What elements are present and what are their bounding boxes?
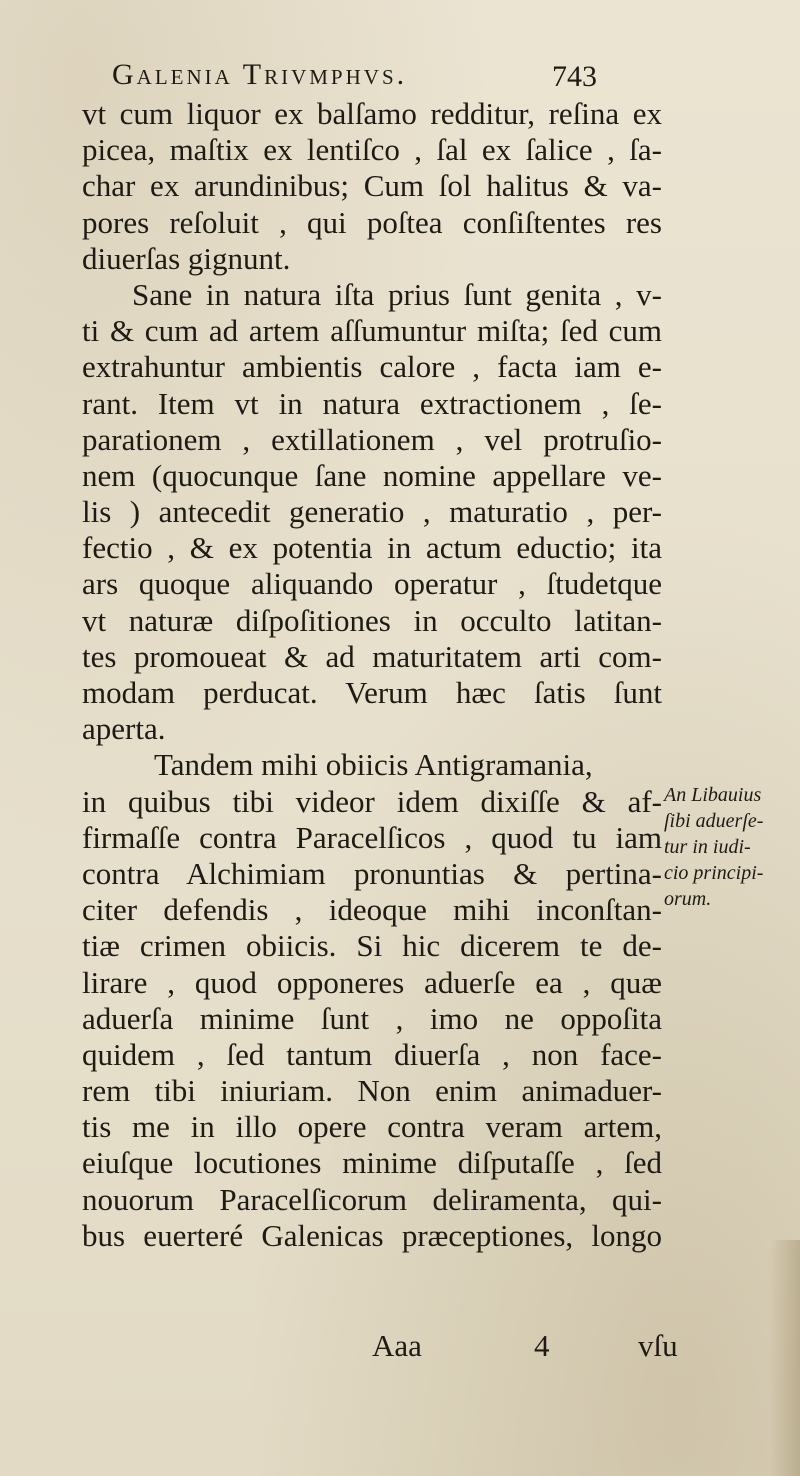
marginal-note <box>664 782 794 912</box>
signature-number: 4 <box>534 1328 550 1363</box>
text-line: picea, maſtix ex lentiſco , ſal ex ſalice , ſa- <box>82 132 662 168</box>
text-line: parationem , extillationem , vel protruſio- <box>82 421 662 457</box>
marginal-note-line: orum. <box>664 888 712 910</box>
text-line: aduerſa minime ſunt , imo ne oppoſita <box>82 1000 662 1036</box>
text-line: bus euerteré Galenicas præceptiones, longo <box>82 1217 662 1253</box>
text-line: char ex arundinibus; Cum ſol halitus & va- <box>82 168 662 204</box>
text-line: Sane in natura iſta prius ſunt genita , v- <box>132 276 662 312</box>
marginal-note-line: tur in iudi- <box>664 836 751 858</box>
text-line: modam perducat. Verum hæc ſatis ſunt <box>82 675 662 710</box>
paper-stain <box>770 1240 800 1476</box>
text-line: diuerſas gignunt. <box>82 240 291 276</box>
marginal-note-line: cio principi- <box>664 862 764 884</box>
running-title: Galenia Trivmphvs. <box>112 58 408 91</box>
text-line: in quibus tibi videor idem dixiſſe & af- <box>82 783 662 819</box>
page-number: 743 <box>552 60 597 93</box>
text-line: rem tibi iniuriam. Non enim animaduer- <box>82 1073 662 1109</box>
marginal-note-line: An Libauius <box>664 784 762 806</box>
text-line: firmaſſe contra Paracelſicos , quod tu iam <box>82 819 662 855</box>
text-line: nouorum Paracelſicorum deliramenta, qui- <box>82 1181 662 1217</box>
text-line: vt naturæ diſpoſitiones in occulto latitan- <box>82 602 662 638</box>
text-line: extrahuntur ambientis calore , facta iam e- <box>82 349 662 385</box>
text-line: tes promoueat & ad maturitatem arti com- <box>82 638 662 674</box>
marginal-note-line: ſibi aduerſe- <box>664 810 764 832</box>
text-line: tis me in illo opere contra veram artem, <box>82 1109 662 1145</box>
text-line: quidem , ſed tantum diuerſa , non face- <box>82 1036 662 1072</box>
text-line: ti & cum ad artem aſſumuntur miſta; ſed cum <box>82 313 662 349</box>
text-line: lis ) antecedit generatio , maturatio , per- <box>82 494 662 530</box>
text-line: aperta. <box>82 711 166 747</box>
text-line: Tandem mihi obiicis Antigramania, <box>154 747 593 783</box>
text-line: ars quoque aliquando operatur , ſtudetque <box>82 566 662 602</box>
text-line: fectio , & ex potentia in actum eductio; ita <box>82 530 662 566</box>
signature-mark: Aaa <box>372 1328 422 1363</box>
text-line: pores reſoluit , qui poſtea conſiſtentes res <box>82 204 662 240</box>
text-line: contra Alchimiam pronuntias & pertina- <box>82 855 662 891</box>
body-text <box>82 96 662 1254</box>
text-line: citer defendis , ideoque mihi inconſtan- <box>82 892 662 928</box>
text-line: rant. Item vt in natura extractionem , ſe- <box>82 385 662 421</box>
text-line: tiæ crimen obiicis. Si hic dicerem te de- <box>82 928 662 964</box>
text-line: eiuſque locutiones minime diſputaſſe , ſed <box>82 1145 662 1181</box>
text-line: vt cum liquor ex balſamo redditur, reſina ex <box>82 96 662 131</box>
text-line: nem (quocunque ſane nomine appellare ve- <box>82 457 662 493</box>
running-head <box>112 58 672 100</box>
catchword: vſu <box>638 1328 678 1363</box>
text-line: lirare , quod opponeres aduerſe ea , quæ <box>82 964 662 1000</box>
catchline <box>82 1328 678 1368</box>
